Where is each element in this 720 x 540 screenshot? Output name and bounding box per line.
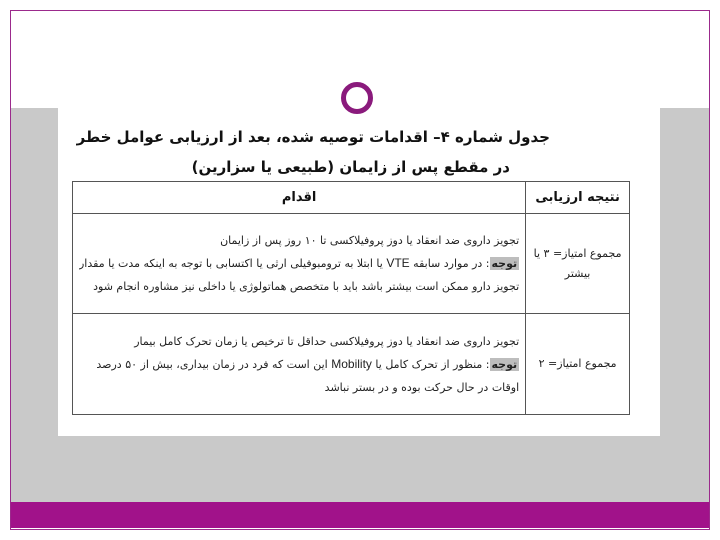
title-line-2: در مقطع پس از زایمان (طبیعی یا سزارین) [191,158,510,176]
title-line-1: جدول شماره ۴– اقدامات توصیه شده، بعد از ارزیابی عوامل خطر [76,128,550,146]
header-result: نتیجه ارزیابی [526,182,630,214]
note-text-post: یا ابتلا به ترومبوفیلی ارثی یا اکتسابی با توجه به اینکه مدت یا مقدار [79,257,387,270]
note-text-post: این است که فرد در زمان بیداری، بیش از ۵۰ درصد [96,357,332,371]
action-line: تجویز داروی ضد انعقاد یا دوز پروفیلاکسی حداقل تا ترخیص یا زمان تحرک کامل بیمار [134,334,520,348]
table-header-row [73,182,630,214]
action-note-line [79,353,519,376]
table-row [73,314,630,415]
decorative-ring [341,82,373,114]
action-note-line [79,252,519,275]
result-cell [526,214,630,314]
risk-action-table [72,181,630,415]
document-image [58,108,660,436]
note-term: VTE [386,256,410,270]
table-title [76,122,550,182]
result-line: مجموع امتیاز= ۲ [538,357,617,370]
note-term: Mobility [331,356,372,371]
action-line: اوقات در حال حرکت بوده و در بستر نباشد [324,380,520,394]
table-row [73,214,630,314]
footer-accent-bar [11,502,709,528]
note-label: توجه [491,357,518,371]
action-line: تجویز داروی ضد انعقاد یا دوز پروفیلاکسی تا ۱۰ روز پس از زایمان [220,234,520,247]
action-cell [73,314,526,415]
note-text-pre: : در موارد سابقه [409,257,490,270]
result-line: بیشتر [564,266,591,280]
action-line: تجویز دارو ممکن است بیشتر باشد باید با متخصص هماتولوژی یا داخلی نیز مشاوره انجام شود [93,280,520,293]
action-cell [73,214,526,314]
header-action: اقدام [73,182,526,214]
note-text-pre: : منظور از تحرک کامل یا [371,357,490,371]
result-cell [526,314,630,415]
result-line: مجموع امتیاز= ۳ یا [533,246,622,260]
note-label: توجه [491,257,518,270]
